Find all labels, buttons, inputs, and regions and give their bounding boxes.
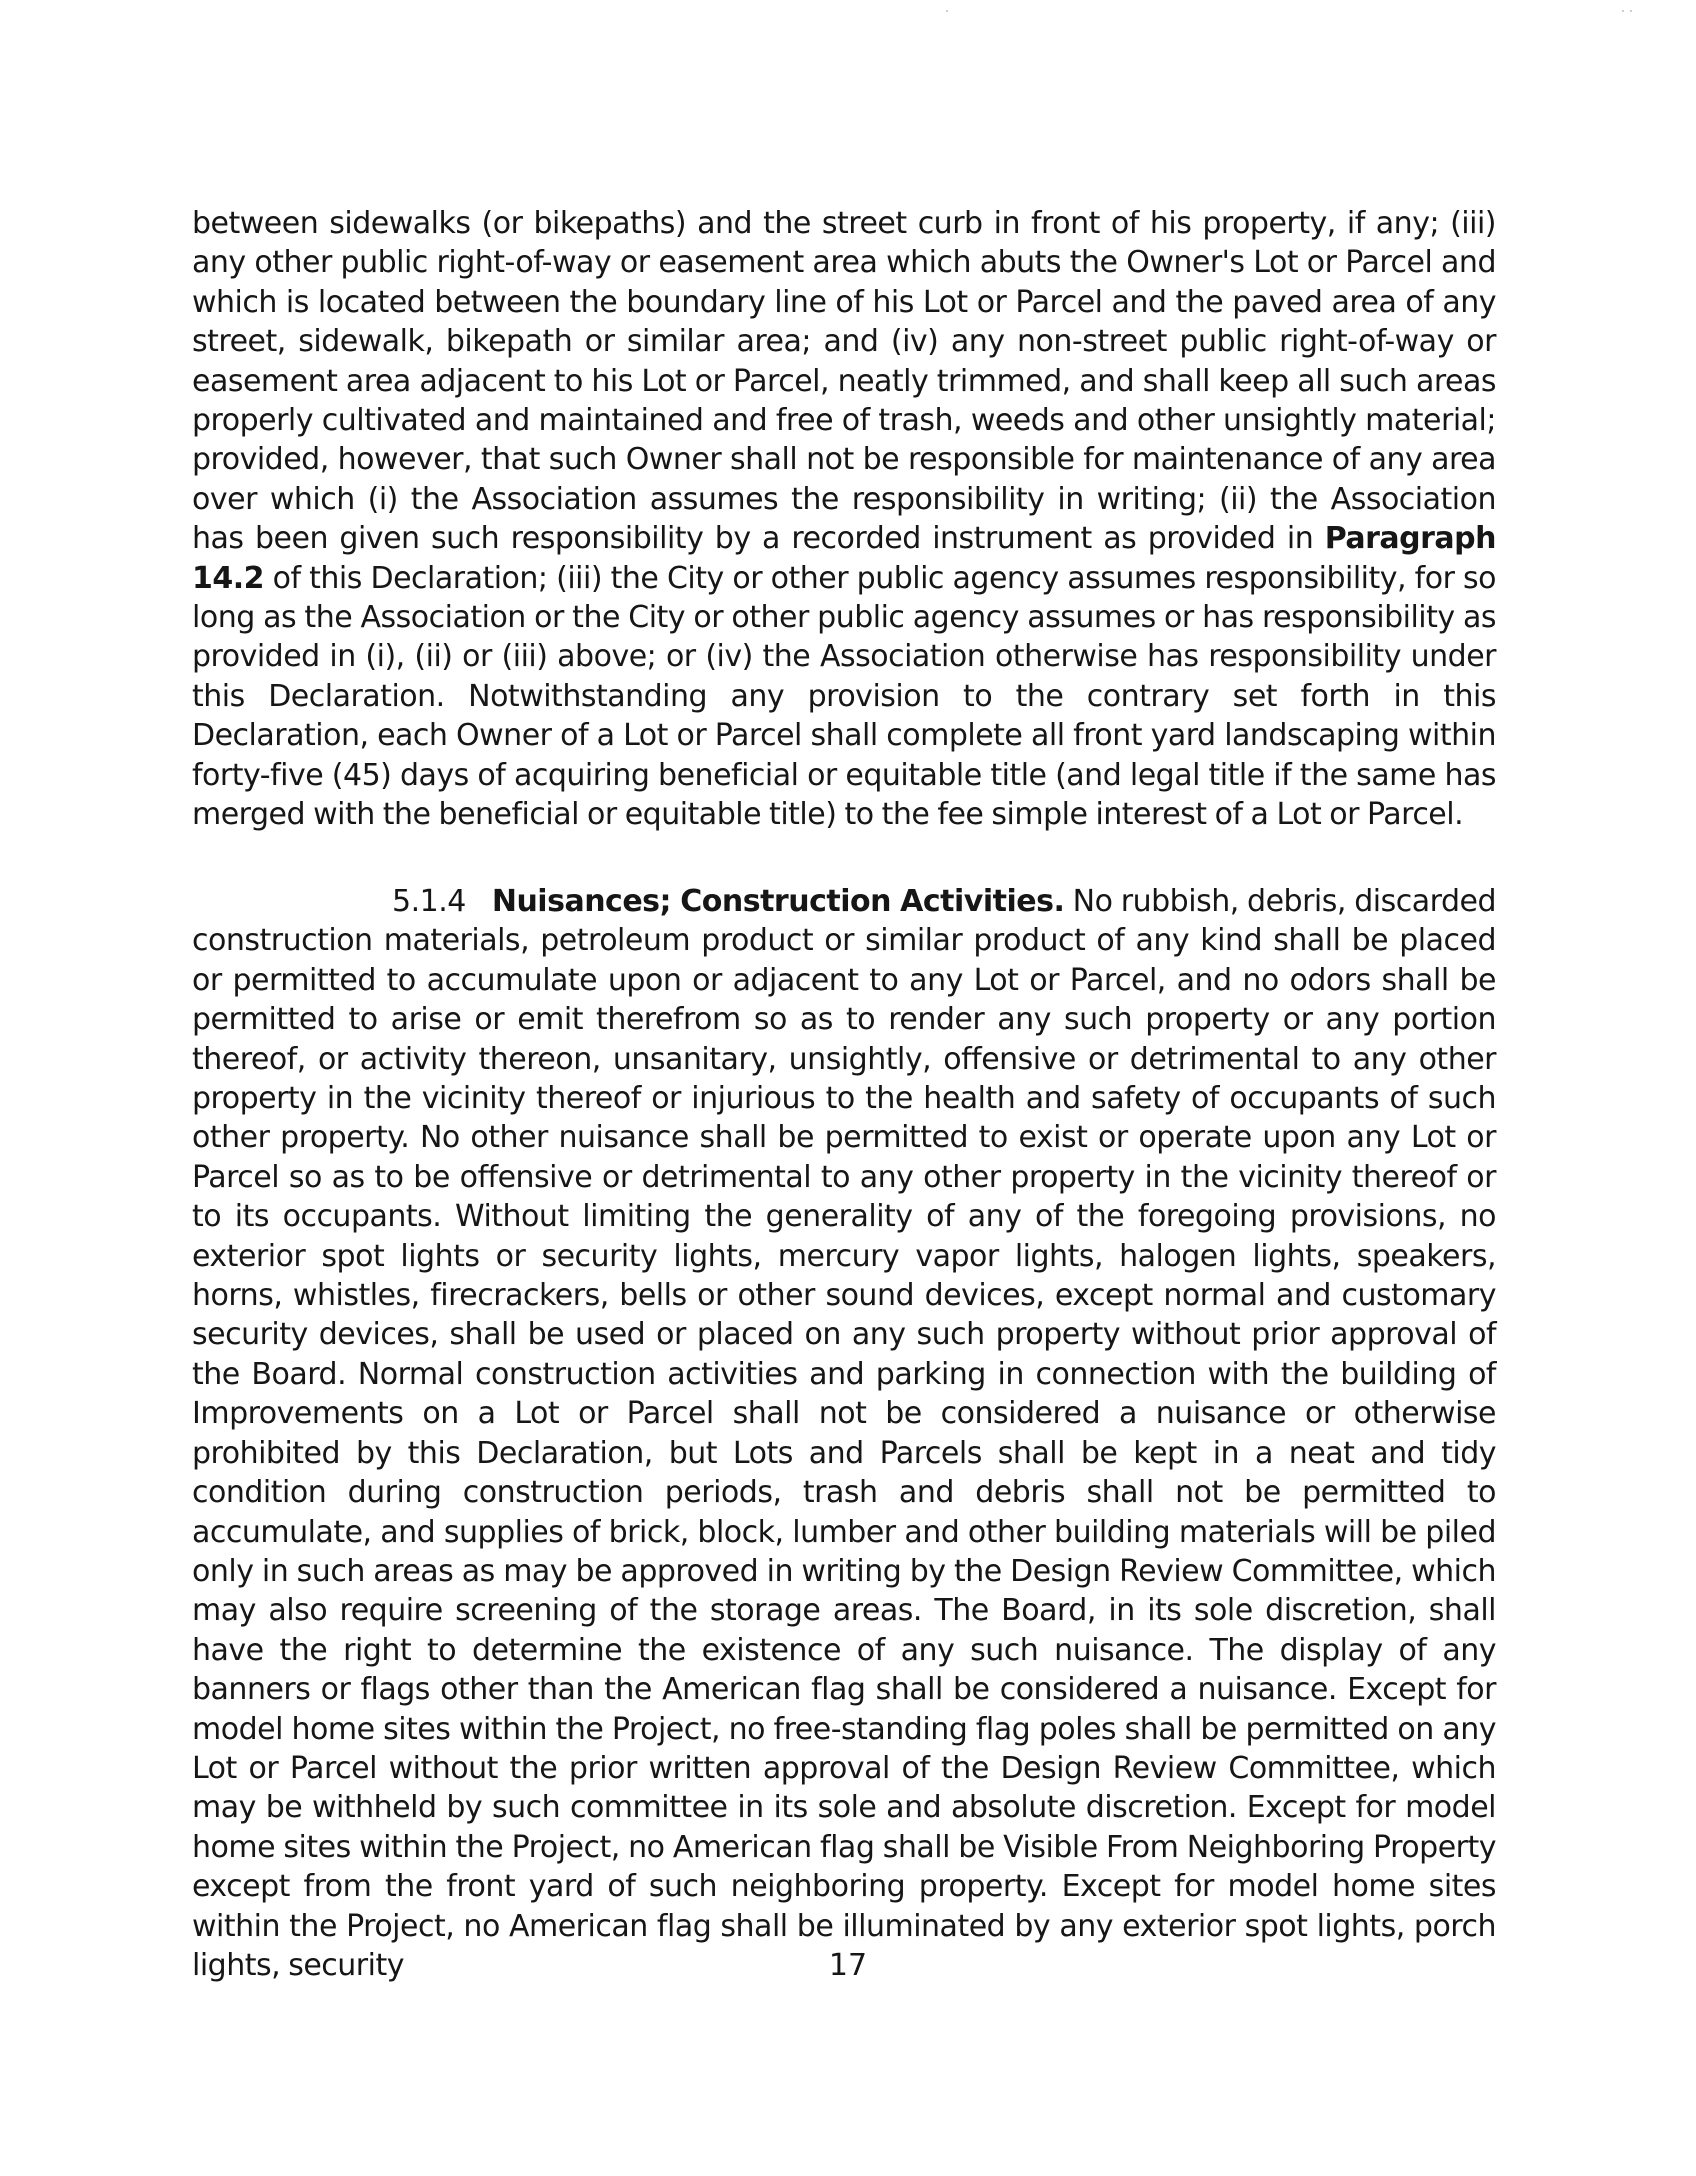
- paragraph-text: of this Declaration; (iii) the City or other public agency assumes responsibility, for so long as the Association or the City or other public agency assumes or has responsibility as provided in (i), (ii) or (iii) above; or (iv) the Association otherwise has responsibility under this Declaration. Notwithstanding any provision to the contrary set forth in this Declaration, each Owner of a Lot or Parcel shall complete all front yard landscaping within forty-five (45) days of acquiring beneficial or equitable title (and legal title if the same has merged with the beneficial or equitable title) to the fee simple interest of a Lot or Parcel.: [192, 560, 1496, 833]
- section-number: 5.1.4: [392, 884, 466, 919]
- section-paragraph: [192, 882, 1496, 1985]
- scan-speck: [946, 10, 948, 12]
- scan-speck: [1622, 10, 1624, 12]
- page-number: 17: [828, 1948, 868, 1983]
- continued-paragraph: [192, 204, 1496, 835]
- paragraph-reference: Paragraph 14.2: [192, 521, 1496, 596]
- scan-speck: [1630, 10, 1632, 12]
- paragraph-text: between sidewalks (or bikepaths) and the street curb in front of his property, if any; (iii) any other public right-of-way or easement area which abuts the Owner's Lot or Parcel and which is located between the boundary line of his Lot or Parcel and the paved area of any street, sidewalk, bikepath or similar area; and (iv) any non-street public right-of-way or easement area adjacent to his Lot or Parcel, neatly trimmed, and shall keep all such areas properly cultivated and maintained and free of trash, weeds and other unsightly material; provided, however, that such Owner shall not be responsible for maintenance of any area over which (i) the Association assumes the responsibility in writing; (ii) the Association has been given such responsibility by a recorded instrument as provided in: [192, 206, 1496, 557]
- section-heading: Nuisances; Construction Activities.: [491, 884, 1065, 919]
- section-body: No rubbish, debris, discarded construction materials, petroleum product or similar product of any kind shall be placed or permitted to accumulate upon or adjacent to any Lot or Parcel, and no odors shall be permitted to arise or emit therefrom so as to render any such property or any portion thereof, or activity thereon, unsanitary, unsightly, offensive or detrimental to any other property in the vicinity thereof or injurious to the health and safety of occupants of such other property. No other nuisance shall be permitted to exist or operate upon any Lot or Parcel so as to be offensive or detrimental to any other property in the vicinity thereof or to its occupants. Without limiting the generality of any of the foregoing provisions, no exterior spot lights or security lights, mercury vapor lights, halogen lights, speakers, horns, whistles, firecrackers, bells or other sound devices, except normal and customary security devices, shall be used or placed on any such property without prior approval of the Board. Normal construction activities and parking in connection with the building of Improvements on a Lot or Parcel shall not be considered a nuisance or otherwise prohibited by this Declaration, but Lots and Parcels shall be kept in a neat and tidy condition during construction periods, trash and debris shall not be permitted to accumulate, and supplies of brick, block, lumber and other building materials will be piled only in such areas as may be approved in writing by the Design Review Committee, which may also require screening of the storage areas. The Board, in its sole discretion, shall have the right to determine the existence of any such nuisance. The display of any banners or flags other than the American flag shall be considered a nuisance. Except for model home sites within the Project, no free-standing flag poles shall be permitted on any Lot or Parcel without the prior written approval of the Design Review Committee, which may be withheld by such committee in its sole and absolute discretion. Except for model home sites within the Project, no American flag shall be Visible From Neighboring Property except from the front yard of such neighboring property. Except for model home sites within the Project, no American flag shall be illuminated by any exterior spot lights, porch lights, security: [192, 884, 1496, 1983]
